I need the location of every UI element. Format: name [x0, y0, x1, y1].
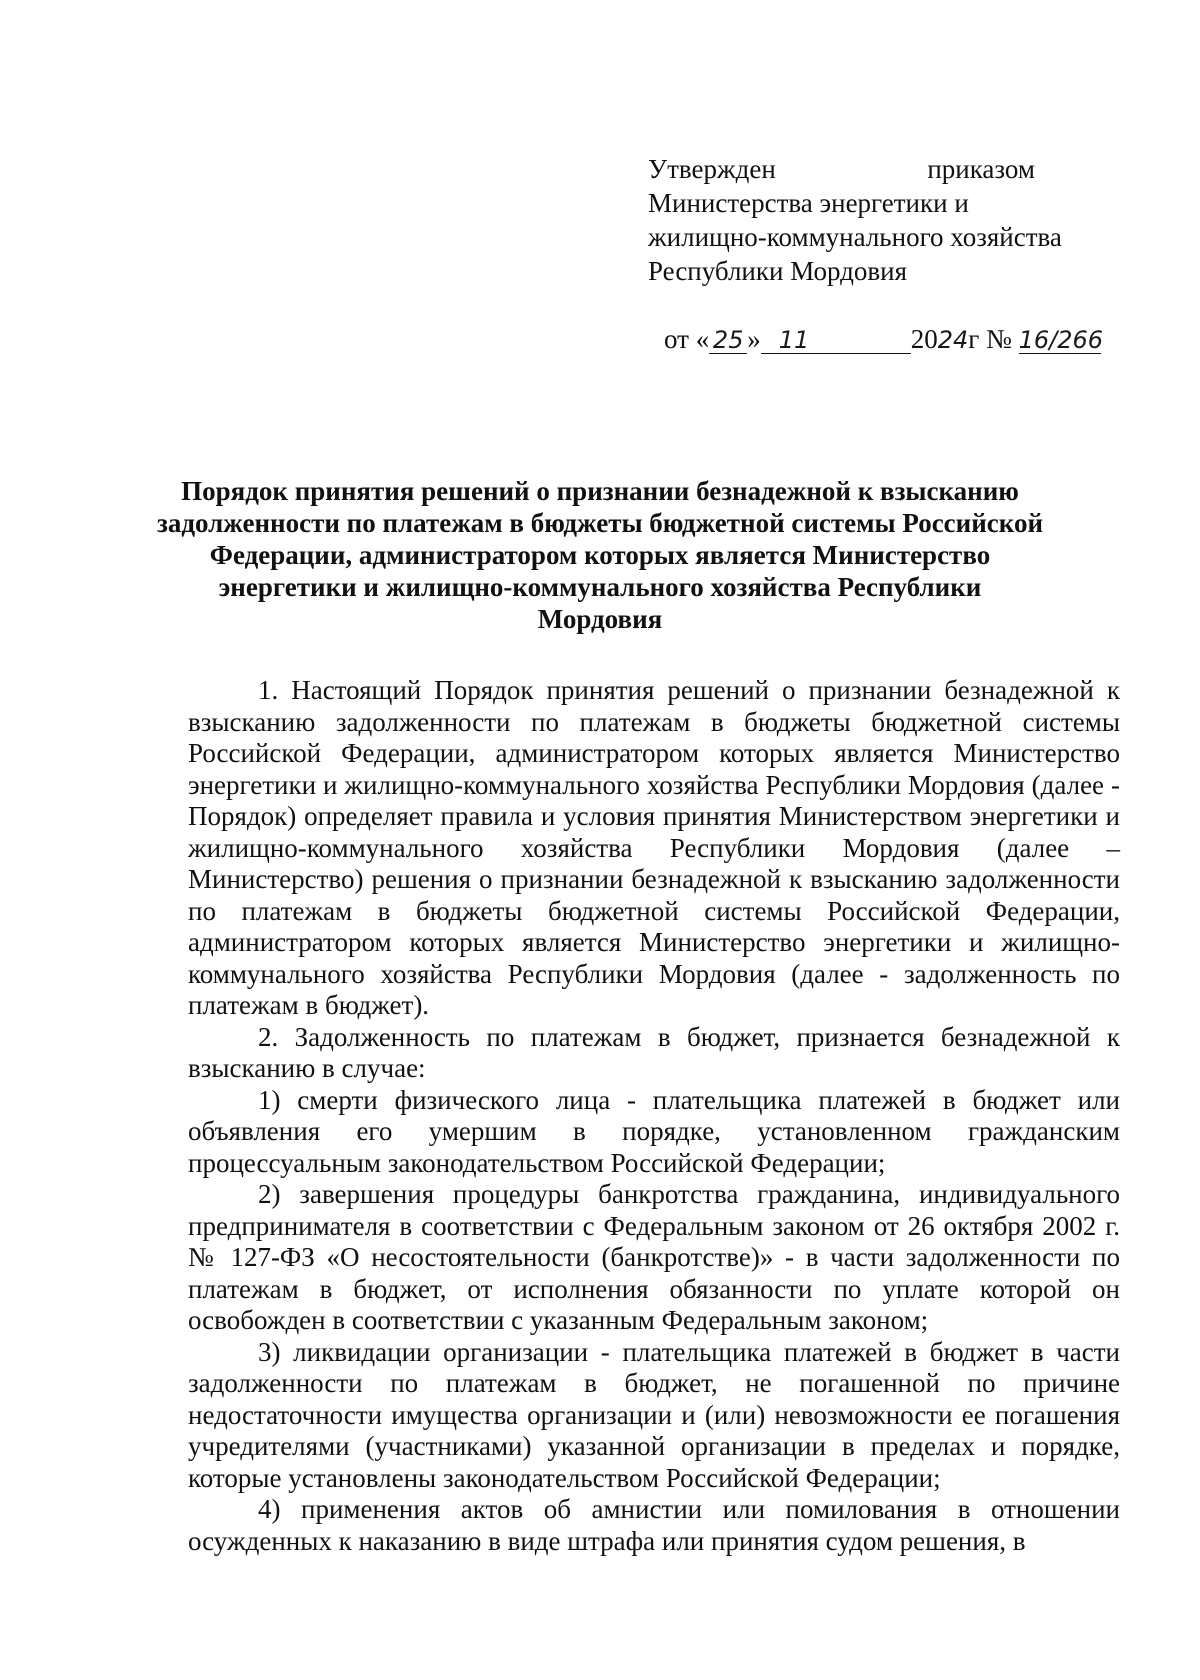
date-year-prefix: 20	[910, 324, 938, 354]
title-line-3: Федерации, администратором которых является Министерство	[209, 540, 991, 570]
paragraph-2-item-3: 3) ликвидации организации - плательщика платежей в бюджет в части задолженности по платежам в бюджет, не погашенной по причине недостаточности имущества организации и (или) невозможности ее погашения учредителями (участниками) указанной организации в пределах и порядке, которые установлены законодательством Российской Федерации;	[188, 1336, 1120, 1493]
approved-word: Утвержден	[648, 154, 776, 184]
order-number-handwritten: 16/266	[1018, 326, 1104, 354]
approval-ministry-line-2: жилищно-коммунального хозяйства	[648, 222, 1062, 252]
order-word: приказом	[927, 154, 1035, 184]
title-line-4: энергетики и жилищно-коммунального хозяйства Республики	[218, 572, 982, 602]
date-day-handwritten: 25	[709, 327, 747, 354]
paragraph-2: 2. Задолженность по платежам в бюджет, признается безнадежной к взысканию в случае:	[188, 1021, 1120, 1083]
paragraph-2-item-4: 4) применения актов об амнистии или помилования в отношении осужденных к наказанию в виде штрафа или принятия судом решения, в	[188, 1494, 1120, 1556]
title-line-2: задолженности по платежам в бюджеты бюджетной системы Российской	[156, 508, 1044, 538]
date-year-handwritten: 24	[937, 326, 969, 354]
date-year-mark: г №	[968, 324, 1012, 354]
date-prefix: от «	[664, 324, 710, 354]
date-month-handwritten: 11	[761, 327, 911, 354]
title-line-1: Порядок принятия решений о признании безнадежной к взысканию	[181, 476, 1019, 506]
date-close-quote: »	[747, 324, 761, 354]
approval-first-line	[648, 152, 1035, 186]
order-date-line	[664, 322, 1104, 357]
title-line-5: Мордовия	[537, 604, 663, 634]
approval-stamp	[648, 152, 1088, 288]
document-title	[150, 475, 1050, 635]
paragraph-2-item-2: 2) завершения процедуры банкротства гражданина, индивидуального предпринимателя в соответствии с Федеральным законом от 26 октября 2002 г. № 127-ФЗ «О несостоятельности (банкротстве)» - в части задолженности по платежам в бюджет, от исполнения обязанности по уплате которой он освобожден в соответствии с указанным Федеральным законом;	[188, 1179, 1120, 1335]
approval-region-line: Республики Мордовия	[648, 256, 908, 286]
paragraph-2-item-1: 1) смерти физического лица - плательщика платежей в бюджет или объявления его умершим в порядке, установленном гражданским процессуальным законодательством Российской Федерации;	[188, 1084, 1120, 1178]
approval-ministry-line: Министерства энергетики и	[648, 188, 969, 218]
paragraph-1: 1. Настоящий Порядок принятия решений о признании безнадежной к взысканию задолженности по платежам в бюджеты бюджетной системы Российской Федерации, администратором которых является Министерство энергетики и жилищно-коммунального хозяйства Республики Мордовия (далее - Порядок) определяет правила и условия принятия Министерством энергетики и жилищно-коммунального хозяйства Республики Мордовия (далее – Министерство) решения о признании безнадежной к взысканию задолженности по платежам в бюджеты бюджетной системы Российской Федерации, администратором которых является Министерство энергетики и жилищно-коммунального хозяйства Республики Мордовия (далее - задолженность по платежам в бюджет).	[188, 675, 1120, 1020]
document-body	[188, 675, 1120, 1557]
